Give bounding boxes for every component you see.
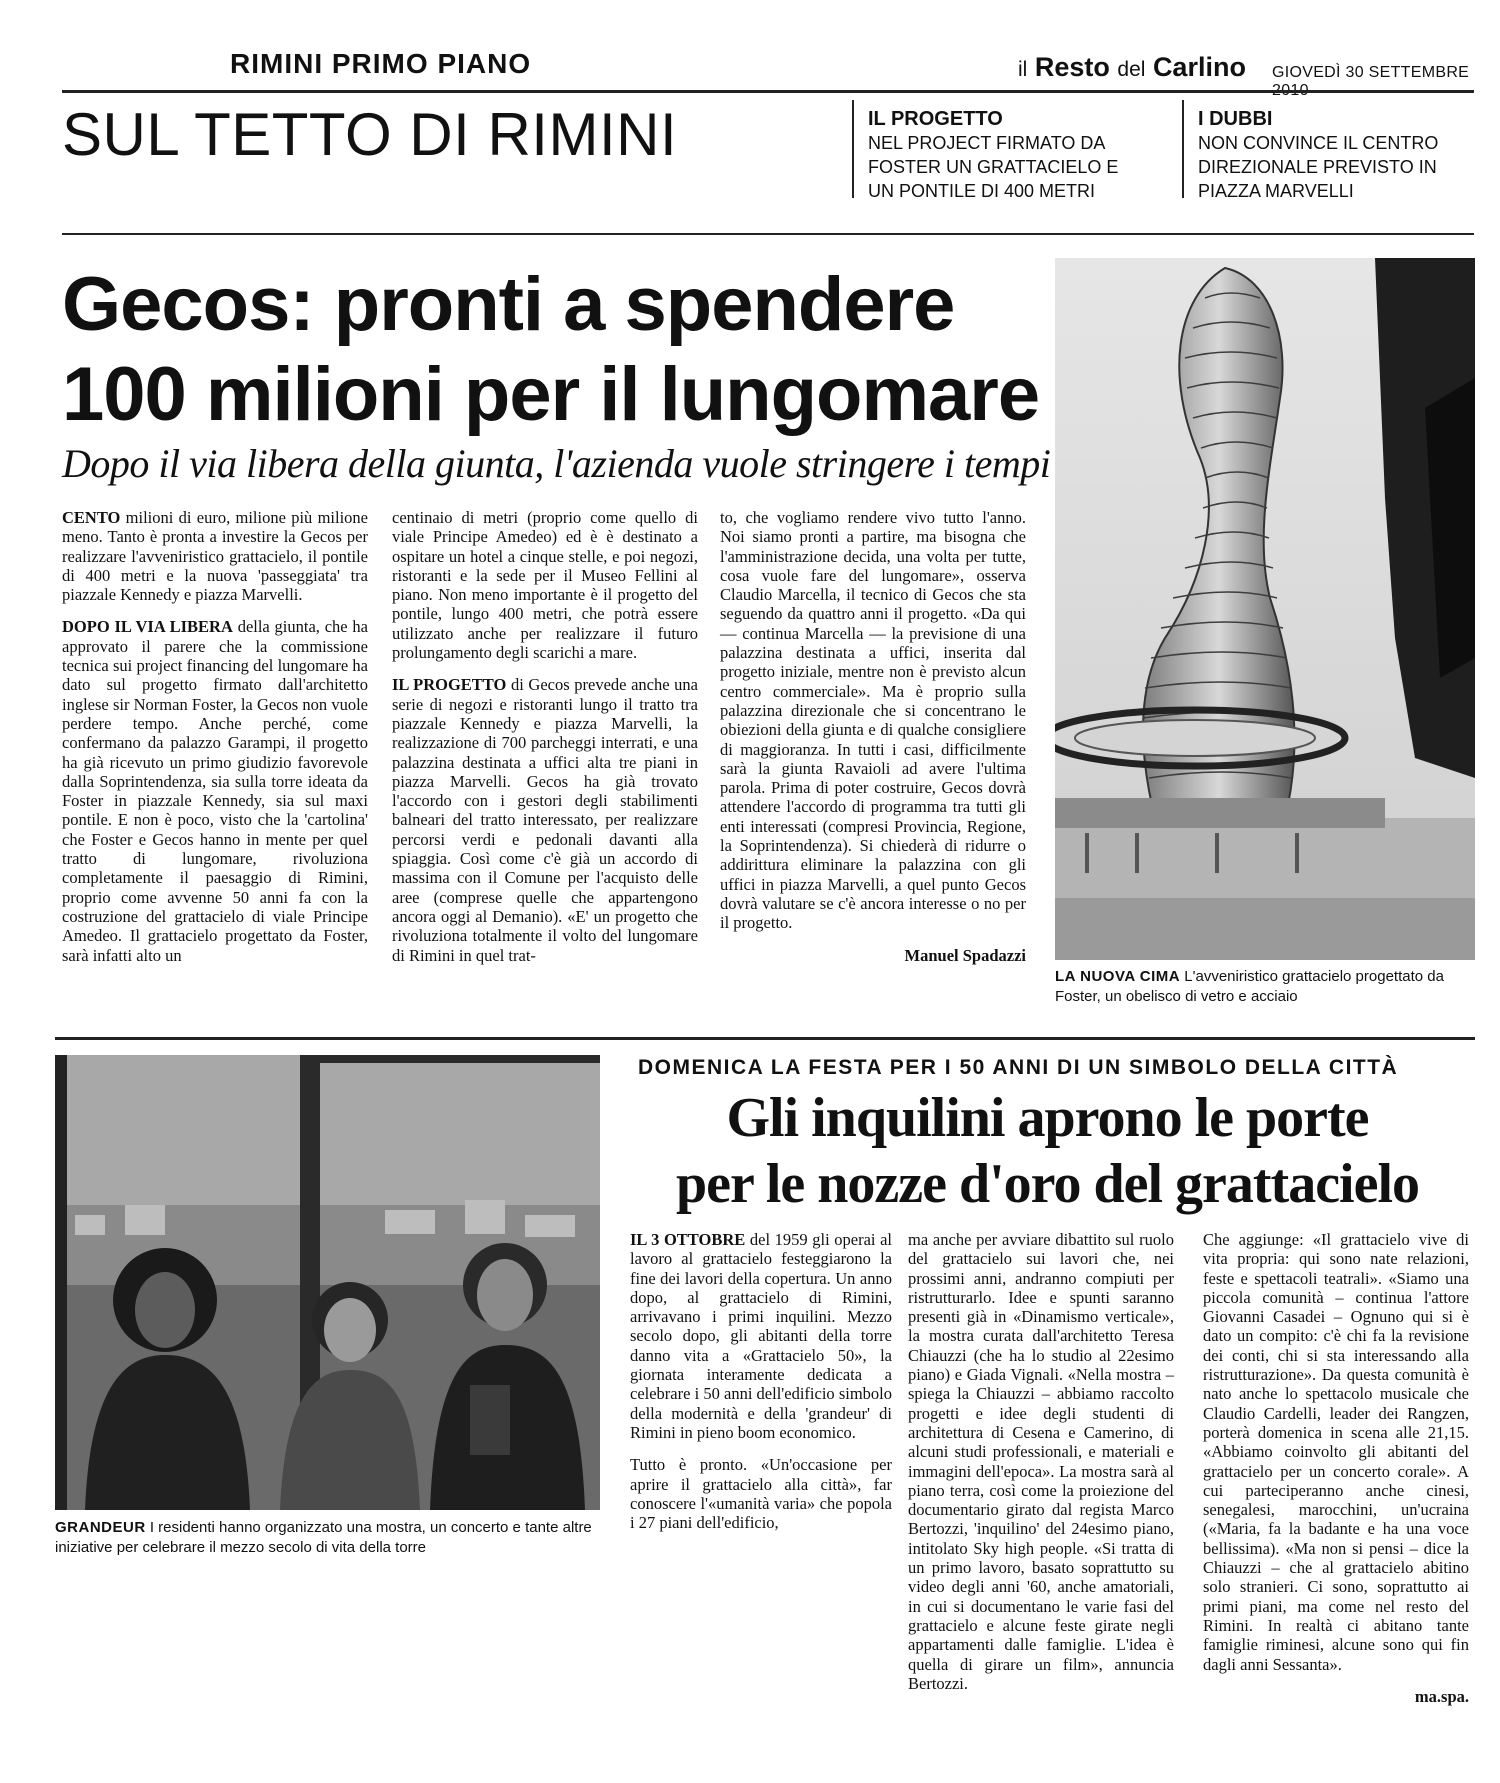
paragraph-lead: IL 3 OTTOBRE bbox=[630, 1230, 746, 1249]
paragraph: Tutto è pronto. «Un'occasione per aprire il grattacielo alla città», far conoscere l'«umanità varia» che popola i 27 piani dell'edificio, bbox=[630, 1455, 892, 1533]
paragraph-lead: CENTO bbox=[62, 508, 121, 527]
paragraph-lead: DOPO IL VIA LIBERA bbox=[62, 617, 233, 637]
paragraph bbox=[392, 675, 698, 964]
paragraph: to, che vogliamo rendere vivo tutto l'anno. Noi siamo pronti a partire, ma bisogna che l'amministrazione decida, una volta per tutte, cosa vuole fare del lungomare», osserva Claudio Marcella, il tecnico di Gecos che sta seguendo da quattro anni il progetto. «Da qui — continua Marcella — la previsione di una palazzina destinata a uffici, inserita dal progetto iniziale, mentre non è previsto alcun centro commerciale». Ma è proprio sulla palazzina direzionale che si concentrano le obiezioni della giunta e di qualche consigliere di maggioranza. In tutti i casi, difficilmente sarà la giunta Ravaioli ad avere l'ultima parola. Prima di poter costruire, Gecos dovrà attendere l'accordo di programma tra tutti gli enti interessati (compresi Provincia, Regione, la Soprintendenza). Si chiederà di ridurre o addirittura eliminare la palazzina con gli uffici in piazza Marvelli, a quel punto Gecos dovrà valutare se c'è ancora interesse o no per il progetto. bbox=[720, 508, 1026, 933]
tower-illustration bbox=[1055, 258, 1475, 960]
headline-line: per le nozze d'oro del grattacielo bbox=[675, 1153, 1420, 1215]
doubts-box-heading: I DUBBI bbox=[1198, 108, 1273, 130]
brand-resto: Resto bbox=[1034, 52, 1110, 82]
byline: Manuel Spadazzi bbox=[904, 945, 1026, 965]
page-title: SUL TETTO DI RIMINI bbox=[62, 101, 678, 168]
project-box bbox=[868, 108, 1148, 203]
headline-line: Gecos: pronti a spendere bbox=[62, 262, 955, 347]
article2-column-1 bbox=[630, 1230, 892, 1545]
section-rule bbox=[55, 1037, 1475, 1040]
doubts-box-text: NON CONVINCE IL CENTRO DIREZIONALE PREVISTO IN PIAZZA MARVELLI bbox=[1198, 133, 1439, 201]
paragraph-lead: IL PROGETTO bbox=[392, 675, 507, 695]
newspaper-brand bbox=[1018, 52, 1246, 83]
brand-carlino: Carlino bbox=[1152, 52, 1246, 82]
issue-date: GIOVEDÌ 30 SETTEMBRE bbox=[1272, 64, 1470, 81]
paragraph bbox=[62, 508, 368, 604]
article2-column-3 bbox=[1203, 1230, 1469, 1706]
headline-line: Gli inquilini aprono le porte bbox=[726, 1087, 1369, 1149]
article-headline bbox=[620, 1085, 1475, 1217]
project-box-heading: IL PROGETTO bbox=[868, 108, 1003, 130]
paragraph: ma anche per avviare dibattito sul ruolo del grattacielo sui lavori che, nei prossimi anni, andranno compiuti per ristrutturarlo. Idee e spunti saranno presenti già in «Dinamismo verticale», la mostra curata dall'architetto Teresa Chiauzzi (che ha lo studio al 22esimo piano) e Giada Vignali. «Nella mostra – spiega la Chiauzzi – abbiamo raccolto progetti e idee degli studenti di architettura di Cesena e Camerino, di alcuni studi professionali, e materiali e immagini dell'epoca». La mostra sarà al piano terra, così come la proiezione del documentario girato dal regista Marco Bertozzi, 'inquilino' del 24esimo piano, intitolato Sky high people. «Si tratta di un primo lavoro, basato soprattutto su video degli anni '60, anche amatoriali, in cui si documentano le varie fasi del grattacielo e alcune feste girate negli appartamenti dalle famiglie. L'idea è quella di girare un film», annuncia Bertozzi. bbox=[908, 1230, 1174, 1693]
article-headline bbox=[62, 260, 1062, 440]
masthead-rule bbox=[62, 90, 1474, 93]
paragraph-text: milioni di euro, milione più milione meno. Tanto è pronta a investire la Gecos per realizzare l'avveniristico grattacielo, il pontile di 400 metri e la nuova 'passeggiata' tra piazzale Kennedy e piazza Marvelli. bbox=[62, 508, 368, 605]
byline: ma.spa. bbox=[1414, 1686, 1469, 1706]
tower-photo-caption bbox=[1055, 967, 1480, 1007]
brand-il: il bbox=[1018, 58, 1028, 81]
article-column-2 bbox=[392, 508, 698, 978]
paragraph-text: di Gecos prevede anche una serie di negozi e ristoranti lungo il tratto tra piazzale Kennedy e piazza Marvelli, la realizzazione di 700 parcheggi interrati, e una palazzina destinata a uffici alta tre piani in piazza Marvelli. Gecos ha già trovato l'accordo con i gestori degli stabilimenti balneari del tratto interessato, per realizzare percorsi verdi e pedonali davanti alla spiaggia. Così come c'è già un accordo di massima con il Comune per l'acquisto delle aree (comprese quelle che appartengono ancora oggi al Demanio). «E' un progetto che rivoluziona totalmente il volto del lungomare di Rimini in quel trat- bbox=[392, 675, 699, 965]
header-divider bbox=[852, 100, 854, 198]
caption-lead: GRANDEUR bbox=[55, 1519, 146, 1536]
doubts-box bbox=[1198, 108, 1478, 203]
article-column-1 bbox=[62, 508, 368, 978]
residents-photo-caption bbox=[55, 1518, 615, 1558]
paragraph bbox=[630, 1230, 892, 1442]
brand-del: del bbox=[1117, 58, 1146, 81]
paragraph: centinaio di metri (proprio come quello di viale Principe Amedeo) ed è è destinato a ospitare un hotel a cinque stelle, e poi negozi, ristoranti e la sede per il Museo Fellini al piano. Non meno importante è il progetto del pontile, lungo 400 metri, che potrà essere utilizzato anche per realizzare il futuro prolungamento degli scarichi a mare. bbox=[392, 508, 698, 663]
tower-photo bbox=[1055, 258, 1475, 960]
caption-lead: LA NUOVA CIMA bbox=[1055, 968, 1181, 985]
article2-column-2 bbox=[908, 1230, 1174, 1706]
section-label: RIMINI PRIMO PIANO bbox=[230, 48, 532, 79]
caption-text: L'avveniristico grattacielo progettato da Foster, un obelisco di vetro e acciaio bbox=[1055, 968, 1444, 1005]
header-rule bbox=[62, 233, 1474, 235]
residents-illustration bbox=[55, 1055, 600, 1510]
residents-photo bbox=[55, 1055, 600, 1510]
paragraph bbox=[62, 617, 368, 964]
article-column-3 bbox=[720, 508, 1026, 965]
headline-line: 100 milioni per il lungomare bbox=[62, 352, 1040, 437]
paragraph-text: del 1959 gli operai al lavoro al grattacielo festeggiarono la fine dei lavori della copertura. Un anno dopo, al grattacielo di Rimini, arrivavano i primi inquilini. Mezzo secolo dopo, gli abitanti della torre danno vita a «Grattacielo 50», la giornata interamente dedicata a celebrare i 50 anni dell'edificio simbolo della modernità e della 'grandeur' di Rimini in pieno boom economico. bbox=[630, 1230, 892, 1442]
article-subhead: Dopo il via libera della giunta, l'azienda vuole stringere i tempi bbox=[62, 441, 1051, 486]
project-box-text: NEL PROJECT FIRMATO DA FOSTER UN GRATTACIELO E UN PONTILE DI 400 METRI bbox=[868, 133, 1119, 201]
caption-text: I residenti hanno organizzato una mostra, un concerto e tante altre iniziative per celebrare il mezzo secolo di vita della torre bbox=[55, 1519, 592, 1556]
header-divider bbox=[1182, 100, 1184, 198]
article-kicker: DOMENICA LA FESTA PER I 50 ANNI DI UN SIMBOLO DELLA CITTÀ bbox=[638, 1056, 1399, 1079]
paragraph-text: della giunta, che ha approvato il parere che la commissione tecnica sui project financing del lungomare ha dato sul progetto firmato dall'architetto inglese sir Norman Foster, la Gecos non vuole perdere tempo. Anche perché, come confermano da palazzo Garampi, il progetto ha già ricevuto un primo giudizio favorevole dalla Soprintendenza, sia sulla torre ideata da Foster in piazzale Kennedy, sia sul maxi pontile. E non è poco, visto che la 'cartolina' che Foster e Gecos hanno in mente per quel tratto di lungomare, rivoluziona completamente il paesaggio di Rimini, proprio come avvenne 50 anni fa con la costruzione del grattacielo di viale Principe Amedeo. Il grattacielo progettato da Foster, sarà infatti alto un bbox=[62, 617, 368, 965]
paragraph: Che aggiunge: «Il grattacielo vive di vita propria: qui sono nate relazioni, feste e spettacoli teatrali». «Siamo una piccola comunità – continua l'attore Giovanni Casadei – Ognuno qui si è dato un compito: c'è chi fa la revisione dei conti, chi si sta interessando alla ristrutturazione». Da questa comunità è nato anche lo spettacolo musicale che Claudio Cardelli, leader dei Rangzen, porterà domenica in scena alle 21,15. «Abbiamo coinvolto gli abitanti del grattacielo per un concerto corale». A cui parteciperanno anche cinesi, senegalesi, marocchini, un'ucraina («Maria, fa la badante e ha una voce bellissima). «Ma non si pensi – dice la Chiauzzi – che al grattacielo abitino solo stranieri. Ci sono, soprattutto ai primi piani, ma come nel resto del Rimini. In realtà ci abitano tante famiglie riminesi, alcune sono qui fin dagli anni Sessanta». bbox=[1203, 1230, 1469, 1674]
